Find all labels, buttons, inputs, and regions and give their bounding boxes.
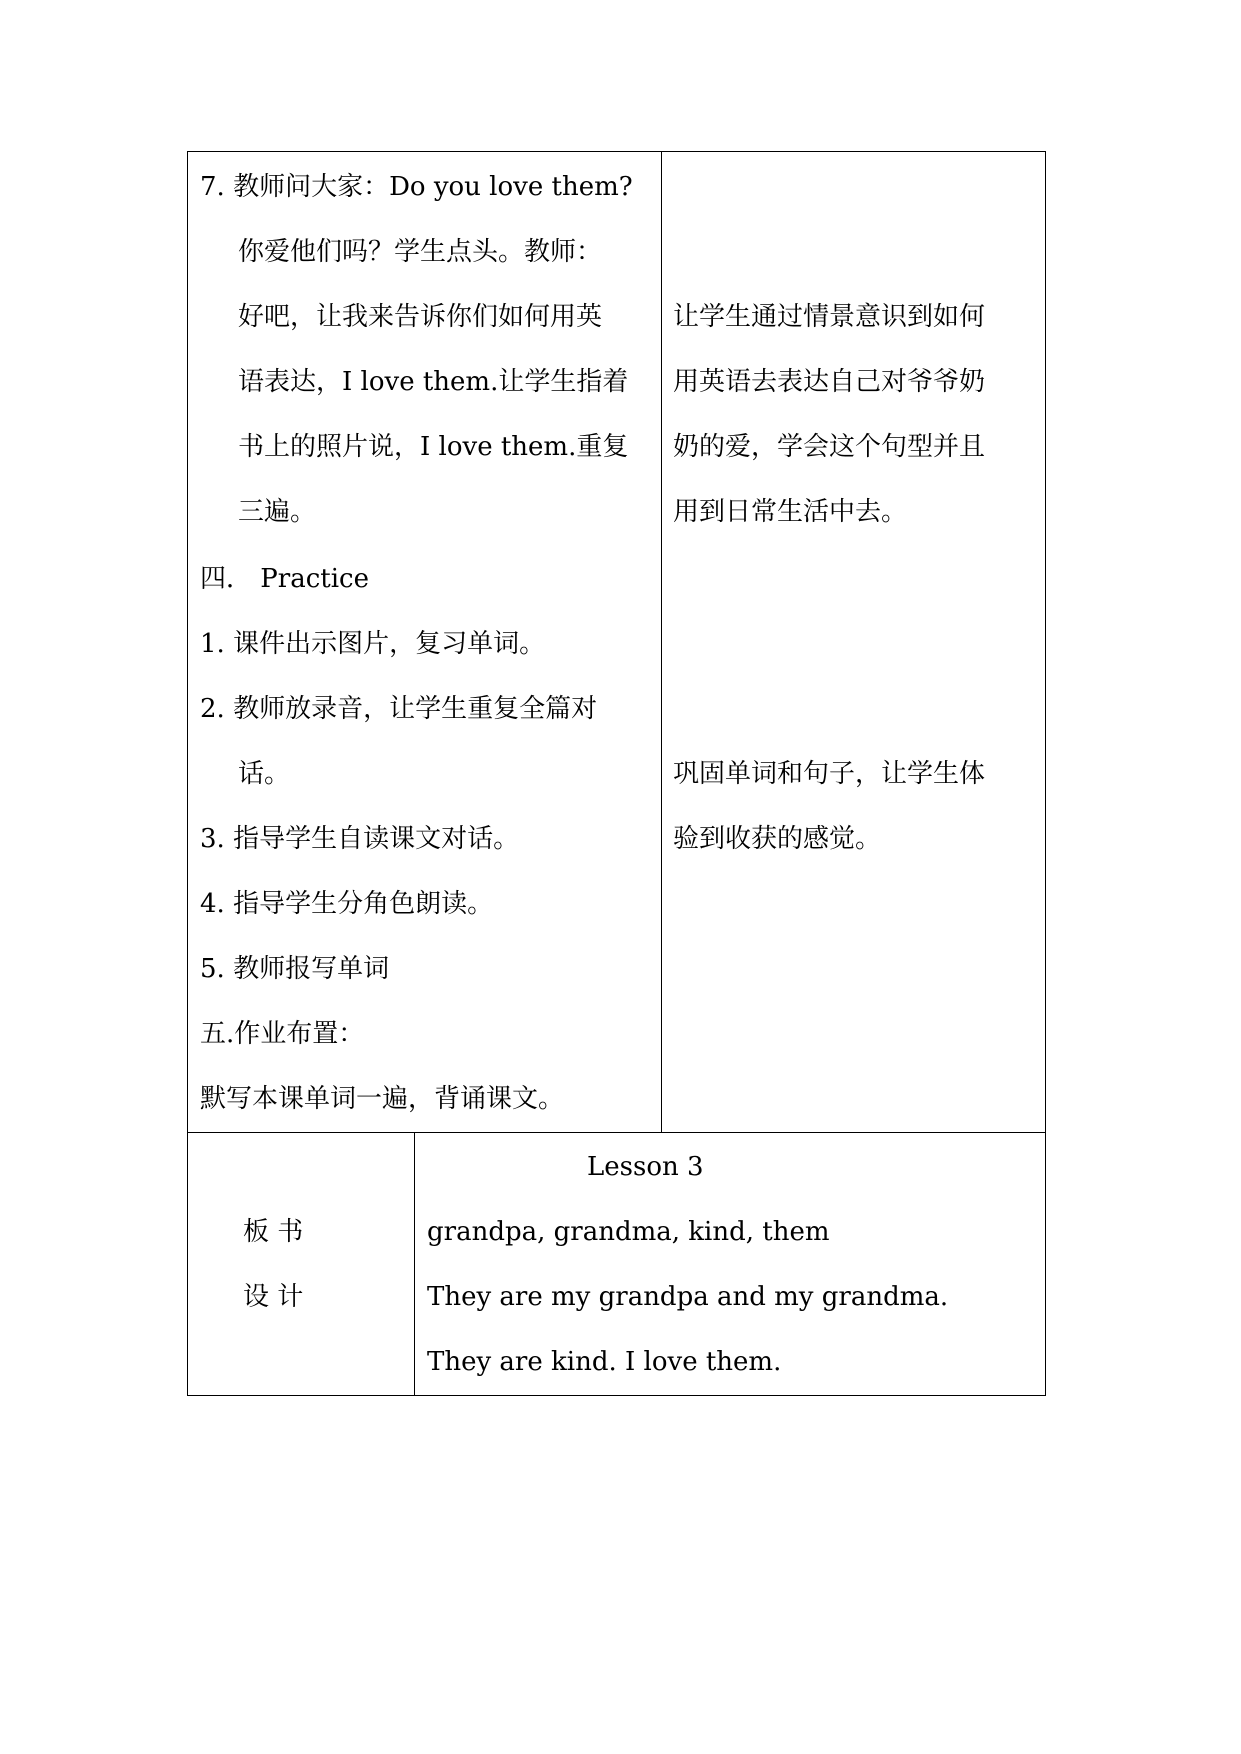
- procedure-line: 默写本课单词一遍，背诵课文。: [200, 1084, 565, 1114]
- board-design-label: 板 书: [243, 1217, 304, 1247]
- purpose-line: 用英语去表达自己对爷爷奶: [673, 367, 986, 397]
- procedure-line: 书上的照片说，I love them.重复: [238, 432, 629, 462]
- procedure-line: 1. 课件出示图片，复习单词。: [200, 629, 546, 659]
- board-line: grandpa, grandma, kind, them: [427, 1217, 830, 1247]
- table-top-border: [187, 151, 1046, 152]
- procedure-line: 语表达，I love them.让学生指着: [238, 367, 629, 397]
- table-bottom-border: [187, 1395, 1046, 1396]
- board-title: Lesson 3: [587, 1152, 704, 1182]
- procedure-line: 2. 教师放录音，让学生重复全篇对: [200, 694, 598, 724]
- procedure-line: 5. 教师报写单词: [200, 954, 390, 984]
- board-line: They are my grandpa and my grandma.: [427, 1282, 949, 1312]
- procedure-line: 三遍。: [238, 497, 317, 527]
- procedure-line: 好吧，让我来告诉你们如何用英: [238, 302, 603, 332]
- board-line: They are kind. I love them.: [427, 1347, 782, 1377]
- purpose-line: 验到收获的感觉。: [673, 824, 882, 854]
- purpose-line: 用到日常生活中去。: [673, 497, 908, 527]
- procedure-line: 7. 教师问大家：Do you love them?: [200, 172, 633, 202]
- procedure-line: 3. 指导学生自读课文对话。: [200, 824, 520, 854]
- section-heading: 五.作业布置：: [200, 1019, 365, 1049]
- procedure-line: 话。: [238, 759, 291, 789]
- purpose-line: 奶的爱，学会这个句型并且: [673, 432, 986, 462]
- procedure-line: 4. 指导学生分角色朗读。: [200, 889, 494, 919]
- upper-column-divider: [661, 151, 662, 1133]
- section-heading: 四． Practice: [200, 564, 369, 594]
- table-right-border: [1045, 151, 1046, 1396]
- table-divider-border: [187, 1132, 1046, 1133]
- purpose-line: 让学生通过情景意识到如何: [673, 302, 986, 332]
- table-left-border: [187, 151, 188, 1396]
- purpose-line: 巩固单词和句子，让学生体: [673, 759, 986, 789]
- lower-column-divider: [414, 1132, 415, 1396]
- board-design-label: 设 计: [243, 1282, 304, 1312]
- procedure-line: 你爱他们吗？学生点头。教师：: [238, 237, 603, 267]
